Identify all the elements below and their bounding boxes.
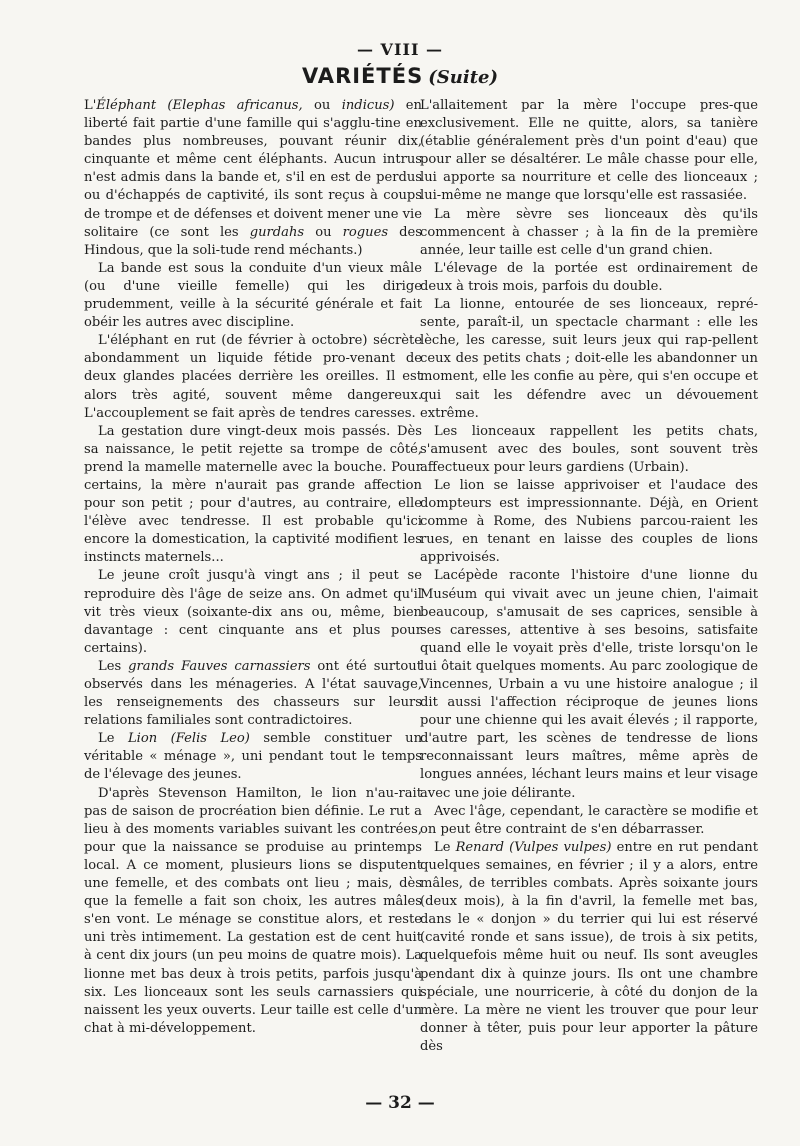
paragraph: Le lion se laisse apprivoiser et l'audace des dompteurs est impressionnante. Déjà, en Orient comme à Rome, des Nubiens parcou-raient les rues, en tenant en laisse des couples de lions apprivoisés. xyxy=(420,477,758,566)
paragraph: L'éléphant en rut (de février à octobre) sécrète abondamment un liquide fétide pro-venant de deux glandes placées derrière les oreilles. Il est alors très agité, souvent même dangereux. L'accouplement se fait après de tendres caresses. xyxy=(84,333,422,421)
page-number: — 32 — xyxy=(365,1093,435,1113)
paragraph: Lacépède raconte l'histoire d'une lionne du Muséum qui vivait avec un jeune chien, l'aimait beaucoup, s'amusait de ses caprices, sensible à ses caresses, attentive à ses besoins, satisfaite quand elle le voyait près d'elle, triste lorsqu'on le lui ôtait quelques moments. Au parc zoologique de Vincennes, Urbain a vu une histoire analogue ; il dit aussi l'affection réciproque de jeunes lions pour une chienne qui les avait élevés ; il rapporte, d'autre part, les scènes de tendresse de lions reconnaissant leurs maîtres, même après de longues années, léchant leurs mains et leur visage avec une joie délirante. xyxy=(420,568,758,801)
right-column xyxy=(420,97,758,1056)
running-head: — VIII — xyxy=(356,40,443,59)
section-title xyxy=(0,64,800,88)
paragraph: L'élevage de la portée est ordinairement de deux à trois mois, parfois du double. xyxy=(420,260,758,294)
paragraph: La bande est sous la conduite d'un vieux mâle (ou d'une vieille femelle) qui les dirige prudemment, veille à la sécurité générale et fait obéir les autres avec discipline. xyxy=(84,260,422,331)
paragraph: L'Éléphant (Elephas africanus, ou indicus) en liberté fait partie d'une famille qui s'agglu-tine en bandes plus nombreuses, pouvant réunir dix, cinquante et même cent éléphants. Aucun intrus n'est admis dans la bande et, s'il en est de perdus ou d'échappés de captivité, ils sont reçus à coups de trompe et de défenses et doivent mener une vie solitaire (ce sont les gurdahs ou rogues des Hindous, que la soli-tude rend méchants.) xyxy=(84,98,422,258)
title-text: VARIÉTÉS xyxy=(301,64,424,88)
paragraph: Le Lion (Felis Leo) semble constituer un véritable « ménage », uni pendant tout le temps de l'élevage des jeunes. xyxy=(84,731,423,783)
paragraph: Le jeune croît jusqu'à vingt ans ; il peut se reproduire dès l'âge de seize ans. On admet qu'il vit très vieux (soixante-dix ans ou, même, bien davantage : cent cinquante ans et plus pour certains). xyxy=(84,568,422,656)
left-column xyxy=(84,97,422,1038)
paragraph: L'allaitement par la mère l'occupe pres-que exclusivement. Elle ne quitte, alors, sa tanière (établie généralement près d'un point d'eau) que pour aller se désaltérer. Le mâle chasse pour elle, lui apporte sa nourriture et celle des lionceaux ; lui-même ne mange que lorsqu'elle est rassasiée. xyxy=(420,98,758,204)
paragraph: La gestation dure vingt-deux mois passés. Dès sa naissance, le petit rejette sa trompe de côté, prend la mamelle maternelle avec la bouche. Pour certains, la mère n'aurait pas grande affection pour son petit ; pour d'autres, au contraire, elle l'élève avec tendresse. Il est probable qu'ici encore la domestication, la captivité modifient les instincts maternels... xyxy=(84,423,422,566)
paragraph: Le Renard (Vulpes vulpes) entre en rut pendant quelques semaines, en février ; il y a alors, entre mâles, de terribles combats. Après soixante jours (deux mois), à la fin d'avril, la femelle met bas, dans le « donjon » du terrier qui lui est réservé (cavité ronde et sans issue), de trois à six petits, quelquefois même huit ou neuf. Ils sont aveugles pendant dix à quinze jours. Ils ont une chambre spéciale, une nourricerie, à côté du donjon de la mère. La mère ne vient les trouver que pour leur donner à têter, puis pour leur apporter la pâture dès xyxy=(420,839,758,1054)
paragraph: Les grands Fauves carnassiers ont été surtout observés dans les ménageries. A l'état sauvage, les renseignements des chasseurs sur leurs relations familiales sont contradictoires. xyxy=(84,658,422,729)
paragraph: D'après Stevenson Hamilton, le lion n'au-rait pas de saison de procréation bien définie. Le rut a lieu à des moments variables suivant les contrées, pour que la naissance se produise au printemps local. A ce moment, plusieurs lions se disputent une femelle, et des combats ont lieu ; mais, dès que la femelle a fait son choix, les autres mâles s'en vont. Le ménage se constitue alors, et reste uni très intimement. La gestation est de cent huit à cent dix jours (un peu moins de quatre mois). La lionne met bas deux à trois petits, parfois jusqu'à six. Les lionceaux sont les seuls carnassiers qui naissent les yeux ouverts. Leur taille est celle d'un chat à mi-développement. xyxy=(84,785,422,1036)
paragraph: La lionne, entourée de ses lionceaux, repré-sente, paraît-il, un spectacle charmant : elle les lèche, les caresse, suit leurs jeux qui rap-pellent ceux des petits chats ; doit-elle les abandonner un moment, elle les confie au père, qui s'en occupe et qui sait les défendre avec un dévouement extrême. xyxy=(420,297,758,421)
title-suffix: (Suite) xyxy=(428,67,499,88)
paragraph: Les lionceaux rappellent les petits chats, s'amusent avec des boules, sont souvent très affectueux pour leurs gardiens (Urbain). xyxy=(420,423,758,475)
paragraph: Avec l'âge, cependant, le caractère se modifie et on peut être contraint de s'en débarrasser. xyxy=(420,803,758,837)
paragraph: La mère sèvre ses lionceaux dès qu'ils commencent à chasser ; à la fin de la première année, leur taille est celle d'un grand chien. xyxy=(420,206,758,258)
